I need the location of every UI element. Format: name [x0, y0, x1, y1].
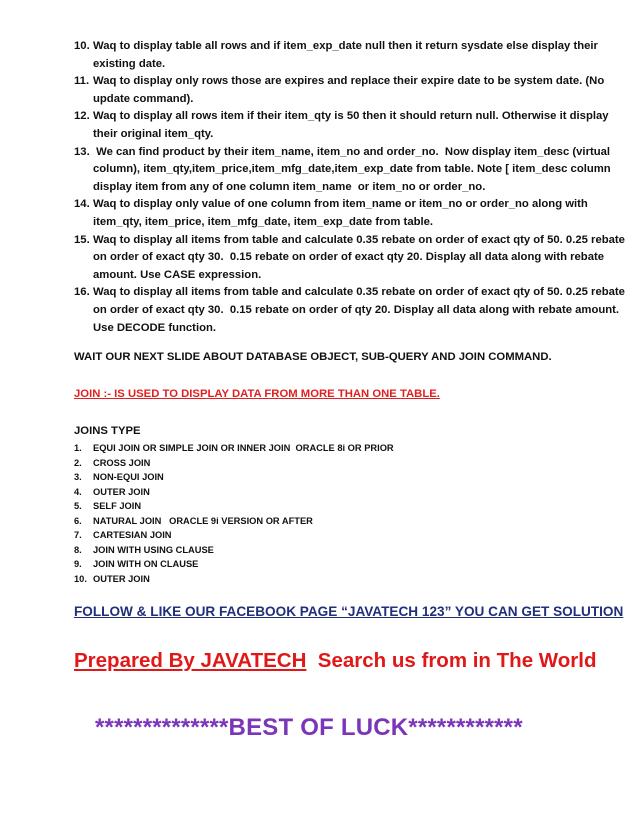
- question-item: [74, 38, 622, 73]
- best-of-luck-banner: **************BEST OF LUCK************: [95, 714, 523, 741]
- question-item: [74, 73, 622, 108]
- question-number: 15.: [74, 233, 90, 246]
- join-label: SELF JOIN: [93, 501, 142, 512]
- join-label: JOIN WITH ON CLAUSE: [93, 559, 199, 570]
- question-item: [74, 232, 625, 285]
- join-number: 8.: [74, 544, 82, 555]
- join-item: [74, 543, 394, 558]
- question-item: [74, 108, 622, 143]
- question-number: 11.: [74, 75, 90, 88]
- join-item: [74, 485, 394, 500]
- question-line: existing date.: [93, 57, 166, 70]
- join-label: CROSS JOIN: [93, 457, 151, 468]
- join-item: [74, 470, 394, 485]
- question-line: their original item_qty.: [93, 127, 214, 140]
- search-world-text: Search us from in The World: [306, 649, 597, 672]
- question-text: [93, 108, 622, 143]
- join-item: [74, 499, 394, 514]
- join-number: 1.: [74, 443, 82, 453]
- join-label: OUTER JOIN: [93, 486, 150, 497]
- question-text: [93, 284, 625, 337]
- question-text: [93, 232, 625, 285]
- question-number: 10.: [74, 40, 90, 52]
- question-line: update command).: [93, 92, 194, 105]
- join-number: 6.: [74, 515, 82, 526]
- question-number: 12.: [74, 110, 90, 123]
- question-line: Waq to display table all rows and if item_exp_date null then it return sysdate else display their: [93, 40, 598, 52]
- join-item: [74, 456, 394, 471]
- question-text: [93, 73, 622, 108]
- question-item: [74, 196, 622, 231]
- join-number: 7.: [74, 530, 82, 541]
- prepared-by-label: Prepared By JAVATECH: [74, 649, 307, 672]
- prepared-by-line: [74, 649, 597, 673]
- join-label: NON-EQUI JOIN: [93, 472, 164, 483]
- question-line: amount. Use CASE expression.: [93, 268, 262, 281]
- question-line: on order of exact qty 30. 0.15 rebate on order of qty 20. Display all data along with rebate amount.: [93, 303, 620, 316]
- join-label: NATURAL JOIN ORACLE 9i VERSION OR AFTER: [93, 515, 313, 526]
- question-item: [74, 284, 625, 337]
- join-number: 9.: [74, 559, 82, 570]
- question-line: Waq to display only value of one column from item_name or item_no or order_no along with: [93, 198, 588, 211]
- join-number: 10.: [74, 573, 87, 584]
- join-item: [74, 572, 394, 587]
- facebook-follow-note: FOLLOW & LIKE OUR FACEBOOK PAGE “JAVATECH 123” YOU CAN GET SOLUTION: [74, 604, 624, 619]
- question-line: on order of exact qty 30. 0.15 rebate on order of exact qty 20. Display all data along with rebate: [93, 251, 605, 264]
- question-list: [74, 38, 625, 337]
- question-line: column), item_qty,item_price,item_mfg_date,item_exp_date from table. Note [ item_desc column: [93, 163, 611, 176]
- join-number: 3.: [74, 472, 82, 483]
- question-line: Waq to display all items from table and calculate 0.35 rebate on order of exact qty of 50. 0.25 rebate: [93, 233, 625, 246]
- question-number: 13.: [74, 145, 90, 158]
- joins-heading: JOINS TYPE: [74, 425, 141, 437]
- question-line: item_qty, item_price, item_mfg_date, item_exp_date from table.: [93, 215, 434, 228]
- question-line: Use DECODE function.: [93, 321, 217, 334]
- question-line: Waq to display all rows item if their item_qty is 50 then it should return null. Otherwise it display: [93, 110, 609, 123]
- join-label: JOIN WITH USING CLAUSE: [93, 544, 214, 555]
- question-line: Waq to display all items from table and calculate 0.35 rebate on order of exact qty of 50. 0.25 rebate: [93, 286, 625, 299]
- join-number: 4.: [74, 486, 82, 497]
- join-label: EQUI JOIN OR SIMPLE JOIN OR INNER JOIN ORACLE 8i OR PRIOR: [93, 443, 394, 453]
- question-text: [93, 38, 622, 73]
- join-number: 2.: [74, 457, 82, 468]
- question-line: Waq to display only rows those are expires and replace their expire date to be system date. (No: [93, 75, 605, 88]
- join-item: [74, 528, 394, 543]
- join-item: [74, 514, 394, 529]
- joins-list: [74, 441, 394, 586]
- join-number: 5.: [74, 501, 82, 512]
- question-text: [93, 144, 622, 197]
- question-line: display item from any of one column item_name or item_no or order_no.: [93, 180, 486, 193]
- join-label: CARTESIAN JOIN: [93, 530, 172, 541]
- question-text: [93, 196, 622, 231]
- join-definition: JOIN :- IS USED TO DISPLAY DATA FROM MORE THAN ONE TABLE.: [74, 388, 440, 400]
- join-item: [74, 441, 394, 456]
- question-number: 14.: [74, 198, 90, 211]
- join-item: [74, 557, 394, 572]
- question-item: [74, 144, 622, 197]
- question-number: 16.: [74, 286, 90, 299]
- question-line: We can find product by their item_name, item_no and order_no. Now display item_desc (virtual: [93, 145, 611, 158]
- next-slide-note: WAIT OUR NEXT SLIDE ABOUT DATABASE OBJECT, SUB-QUERY AND JOIN COMMAND.: [74, 351, 552, 363]
- join-label: OUTER JOIN: [93, 573, 150, 584]
